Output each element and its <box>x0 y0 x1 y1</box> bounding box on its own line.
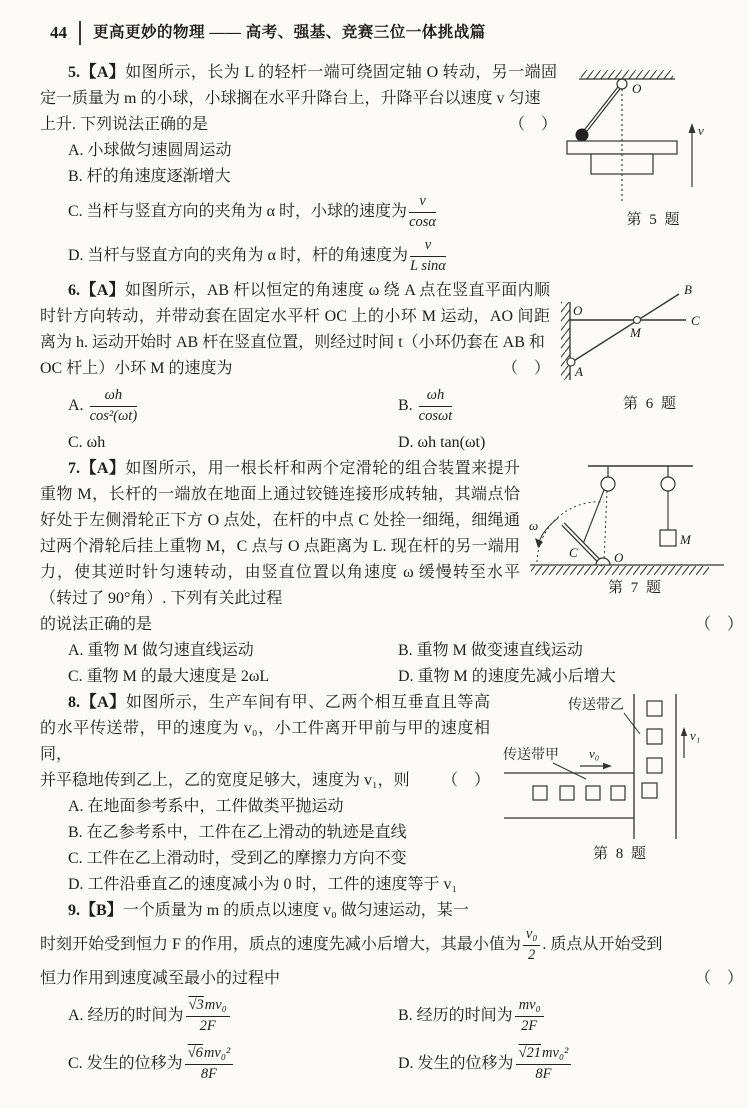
problem-7-number: 7.【A】 <box>68 460 126 477</box>
problem-6 <box>40 278 743 456</box>
page-number: 44 <box>50 23 67 42</box>
p5-option-b: B. 杆的角速度逐渐增大 <box>68 168 231 185</box>
label-v1: v₁ <box>690 728 701 743</box>
fraction: $\frac{\text{√3mv₀}}{2F}$ <box>186 997 230 1035</box>
p9-option-a: A. 经历的时间为 $\frac{\text{√3mv₀}}{2F}$ <box>68 992 398 1040</box>
problem-8 <box>40 690 743 898</box>
problem-8-number: 8.【A】 <box>68 694 126 711</box>
p6-option-b: B. $\frac{\omega h}{\cos\omega t}$ <box>398 387 453 424</box>
figure-6-drawing <box>558 280 743 394</box>
p6-option-c: C. ωh <box>68 434 106 451</box>
fraction: $\frac{\text{√21mv₀²}}{8F}$ <box>516 1045 572 1083</box>
problem-7 <box>40 456 743 690</box>
fraction: $\frac{v}{\text{L sinα}}$ <box>409 237 446 274</box>
label-A: A <box>575 364 583 379</box>
figure-6 <box>558 280 743 413</box>
problem-9-number: 9.【B】 <box>68 902 123 919</box>
label-belt-jia: 传送带甲 <box>503 748 559 763</box>
ring-M <box>634 317 641 324</box>
p5-option-c: C. 当杆与竖直方向的夹角为 α 时，小球的速度为 $\frac{v}{\cos\alpha}$ <box>68 193 437 230</box>
p9-options-ab <box>68 992 743 1040</box>
figure-6-caption: 第 6 题 <box>622 396 678 412</box>
label-C: C <box>569 545 578 560</box>
answer-brackets: （ ） <box>441 772 490 789</box>
label-omega: ω <box>529 518 539 533</box>
problem-5 <box>40 60 743 278</box>
figure-5 <box>565 62 743 229</box>
figure-7-drawing <box>528 458 743 578</box>
figure-7-caption: 第 7 题 <box>607 580 663 596</box>
right-pulley <box>661 477 675 491</box>
problem-8-stem: 8.【A】如图所示，生产车间有甲、乙两个相互垂直且等高的水平传送带，甲的速度为 v₀，小工件离开甲前与甲的速度相同， <box>40 694 490 763</box>
page-header <box>50 20 743 46</box>
p6-option-d: D. ωh tan(ωt) <box>398 434 486 451</box>
problem-7-stem: 7.【A】如图所示，用一根长杆和两个定滑轮的组合装置来提升重物 M，长杆的一端放在地面上通过铰链连接形成转轴，其端点恰好处于左侧滑轮正下方 O 点处，在杆的中点 C 处拴一细绳，细绳通过两个滑轮后挂上重物 M，C 点与 O 点距离为 L. 现在杆的另一端用力，使其逆时针匀速转动，由竖直位置以角速度 ω 缓慢转至水平（转过了 90°角）. 下列有关此过程 <box>40 460 520 607</box>
p8-option-b: B. 在乙参考系中，工件在乙上滑动的轨迹是直线 <box>68 824 407 841</box>
workpiece <box>647 701 662 716</box>
p7-option-c: C. 重物 M 的最大速度是 2ωL <box>68 668 270 685</box>
ceiling-hatch <box>581 70 673 79</box>
problem-6-number: 6.【A】 <box>68 282 126 299</box>
answer-brackets: （ ） <box>508 116 557 133</box>
workpiece <box>611 786 625 800</box>
p9-option-d: D. 发生的位移为 $\frac{\text{√21mv₀²}}{8F}$ <box>398 1040 743 1088</box>
figure-8-drawing <box>498 692 743 844</box>
ball <box>576 129 589 142</box>
problem-9-line1: 9.【B】一个质量为 m 的质点以速度 v₀ 做匀速运动，某一 <box>68 902 469 919</box>
figure-7 <box>528 458 743 597</box>
label-O: O <box>573 303 583 318</box>
p7-option-d: D. 重物 M 的速度先减小后增大 <box>398 668 616 685</box>
omega-arrow <box>539 518 558 542</box>
p9-option-b: B. 经历的时间为 $\frac{\text{mv₀}}{2F}$ <box>398 992 743 1040</box>
problem-9 <box>40 898 743 1088</box>
problem-7-lastline: 的说法正确的是 （ ） <box>40 612 743 638</box>
problem-5-lastline: 上升. 下列说法正确的是 （ ） <box>40 112 557 138</box>
label-O: O <box>632 81 642 96</box>
rod-AB <box>572 294 679 362</box>
left-pulley <box>601 477 615 491</box>
fraction: $\frac{\omega h}{\text{cos²(ωt)}}$ <box>89 387 138 424</box>
figure-5-drawing <box>565 62 743 210</box>
workpiece <box>647 758 662 773</box>
ground-hatch <box>531 566 709 575</box>
answer-brackets: （ ） <box>694 616 743 633</box>
platform <box>567 141 677 154</box>
workpiece <box>586 786 600 800</box>
rope-to-C <box>583 490 604 544</box>
vertical-dotted-line <box>604 491 607 563</box>
p6-options-ab <box>68 382 550 430</box>
p7-options-cd <box>68 664 743 690</box>
header-divider <box>79 21 81 45</box>
workpiece <box>647 729 662 744</box>
workpiece <box>560 786 574 800</box>
p5-option-d: D. 当杆与竖直方向的夹角为 α 时，杆的角速度为 $\frac{v}{\text{L sinα}}$ <box>68 237 446 274</box>
p7-options-ab <box>68 638 743 664</box>
label-B: B <box>684 282 692 297</box>
problem-9-line2: 时刻开始受到恒力 F 的作用，质点的速度先减小后增大，其最小值为 $\frac{\text{v₀}}{2}$ . 质点从开始受到 <box>40 926 663 963</box>
pivot-A <box>567 358 575 366</box>
label-v0: v₀ <box>589 746 600 761</box>
pivot-O <box>617 79 627 89</box>
fraction: $\frac{\omega h}{\cos\omega t}$ <box>418 387 453 424</box>
fraction: $\frac{\text{√6mv₀²}}{8F}$ <box>185 1045 234 1083</box>
problem-6-lastline: OC 杆上）小环 M 的速度为 （ ） <box>40 356 550 382</box>
p5-option-a: A. 小球做匀速圆周运动 <box>68 142 232 159</box>
p6-option-a: A. $\frac{\omega h}{\text{cos²(ωt)}}$ <box>68 387 138 424</box>
pointer-yi <box>624 713 640 734</box>
label-M: M <box>680 532 691 547</box>
p9-option-c: C. 发生的位移为 $\frac{\text{√6mv₀²}}{8F}$ <box>68 1040 398 1088</box>
p7-option-a: A. 重物 M 做匀速直线运动 <box>68 642 254 659</box>
label-M: M <box>630 325 641 340</box>
problem-5-number: 5.【A】 <box>68 64 126 81</box>
answer-brackets: （ ） <box>694 970 743 987</box>
problem-5-stem: 5.【A】如图所示，长为 L 的轻杆一端可绕固定轴 O 转动，另一端固定一质量为 m 的小球，小球搁在水平升降台上，升降平台以速度 v 匀速 <box>40 64 557 107</box>
problem-6-stem: 6.【A】如图所示，AB 杆以恒定的角速度 ω 绕 A 点在竖直平面内顺时针方向转动，并带动套在固定水平杆 OC 上的小环 M 运动，AO 间距离为 h. 运动开始时 AB 杆在竖直位置，则经过时间 t（小环仍套在 AB 和 <box>40 282 550 351</box>
p8-option-a: A. 在地面参考系中，工件做类平抛运动 <box>68 798 344 815</box>
answer-brackets: （ ） <box>501 360 550 377</box>
figure-5-caption: 第 5 题 <box>626 212 682 228</box>
fraction: $\frac{v}{\cos\alpha}$ <box>409 193 437 230</box>
workpiece <box>642 783 657 798</box>
label-O: O <box>614 550 624 565</box>
wall-hatch <box>561 302 570 380</box>
figure-8-caption: 第 8 题 <box>592 846 648 862</box>
p9-options-cd <box>68 1040 743 1088</box>
problem-9-lastline: 恒力作用到速度减至最小的过程中 （ ） <box>40 966 743 992</box>
p6-options-cd <box>68 430 743 456</box>
label-v: v <box>698 123 704 138</box>
p8-option-d: D. 工件沿垂直乙的速度减小为 0 时，工件的速度等于 v₁ <box>68 876 458 893</box>
p8-option-c: C. 工件在乙上滑动时，受到乙的摩擦力方向不变 <box>68 850 407 867</box>
label-C: C <box>691 313 700 328</box>
weight-M <box>660 530 676 546</box>
fraction: $\frac{\text{v₀}}{2}$ <box>523 926 540 964</box>
book-title: 更高更妙的物理 —— 高考、强基、竞赛三位一体挑战篇 <box>93 24 486 41</box>
fraction: $\frac{\text{mv₀}}{2F}$ <box>515 997 544 1035</box>
label-belt-yi: 传送带乙 <box>568 698 624 713</box>
p7-option-b: B. 重物 M 做变速直线运动 <box>398 642 583 659</box>
figure-8 <box>498 692 743 863</box>
workpiece <box>533 786 547 800</box>
problem-8-lastline: 并平稳地传到乙上，乙的宽度足够大，速度为 v₁，则 （ ） <box>40 768 490 794</box>
